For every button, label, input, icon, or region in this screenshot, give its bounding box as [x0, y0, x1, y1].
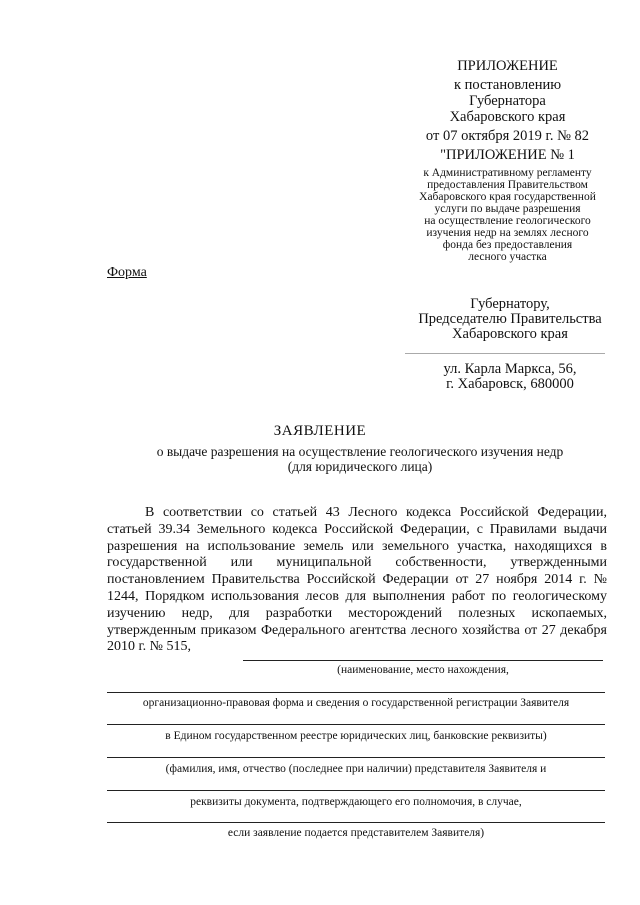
- appendix-line: к постановлению: [453, 77, 562, 93]
- appendix-line: Губернатора: [469, 93, 546, 109]
- regulation-line: предоставления Правительством: [427, 179, 588, 191]
- caption-representative: (фамилия, имя, отчество (последнее при наличии) представителя Заявителя и: [165, 763, 547, 775]
- name-fill-line[interactable]: [243, 660, 603, 661]
- caption-document: реквизиты документа, подтверждающего его полномочия, в случае,: [190, 796, 522, 808]
- regulation-line: лесного участка: [468, 251, 547, 263]
- appendix-block: [395, 58, 620, 263]
- appendix-line: Хабаровского края: [449, 109, 566, 125]
- addressee-divider: [405, 353, 605, 354]
- body-text: В соответствии со статьей 43 Лесного кодекса Российской Федерации, статьей 39.34 Земельного кодекса Российской Федерации, с Правилами выдачи разрешения на использование земель или земельного участка, находящихся в государственной или муниципальной собственности, утвержденными постановлением Правительства Российской Федерации от 27 ноября 2014 г. № 1244, Порядком использования лесов для выполнения работ по геологическому изучению недр, для разработки месторождений полезных ископаемых, утвержденным приказом Федерального агентства лесного хозяйства от 27 декабря 2010 г. № 515,: [107, 505, 607, 655]
- appendix-number: "ПРИЛОЖЕНИЕ № 1: [440, 147, 575, 163]
- regulation-line: к Административному регламенту: [423, 167, 592, 179]
- representative-fill-line[interactable]: [107, 757, 605, 758]
- registry-fill-line[interactable]: [107, 724, 605, 725]
- regulation-line: фонда без предоставления: [442, 239, 573, 251]
- regulation-line: на осуществление геологического: [424, 215, 591, 227]
- caption-authority: если заявление подается представителем Заявителя): [227, 827, 485, 839]
- regulation-line: изучения недр на землях лесного: [426, 227, 589, 239]
- form-label: Форма: [107, 265, 147, 280]
- addressee-block: [405, 297, 615, 342]
- address-line: ул. Карла Маркса, 56,: [443, 361, 577, 377]
- address-line: г. Хабаровск, 680000: [446, 376, 574, 392]
- appendix-title: ПРИЛОЖЕНИЕ: [457, 58, 558, 74]
- document-fill-line[interactable]: [107, 790, 605, 791]
- subtitle-line: о выдаче разрешения на осуществление геологического изучения недр: [156, 444, 564, 459]
- statement-title: ЗАЯВЛЕНИЕ: [273, 423, 367, 439]
- address-block: [405, 362, 615, 392]
- appendix-date: от 07 октября 2019 г. № 82: [425, 128, 590, 144]
- addressee-line: Губернатору,: [470, 296, 550, 312]
- statement-subtitle: [110, 444, 610, 474]
- body-paragraph: [107, 505, 607, 656]
- addressee-line: Председателю Правительства: [418, 311, 602, 327]
- regulation-line: услуги по выдаче разрешения: [434, 203, 581, 215]
- legal-form-fill-line[interactable]: [107, 692, 605, 693]
- caption-registry: в Едином государственном реестре юридических лиц, банковские реквизиты): [165, 730, 547, 742]
- addressee-line: Хабаровского края: [452, 326, 568, 342]
- caption-name: (наименование, место нахождения,: [337, 664, 509, 676]
- authority-fill-line[interactable]: [107, 822, 605, 823]
- subtitle-line: (для юридического лица): [287, 459, 433, 474]
- regulation-line: Хабаровского края государственной: [419, 191, 596, 203]
- caption-legal-form: организационно-правовая форма и сведения о государственной регистрации Заявителя: [142, 697, 570, 709]
